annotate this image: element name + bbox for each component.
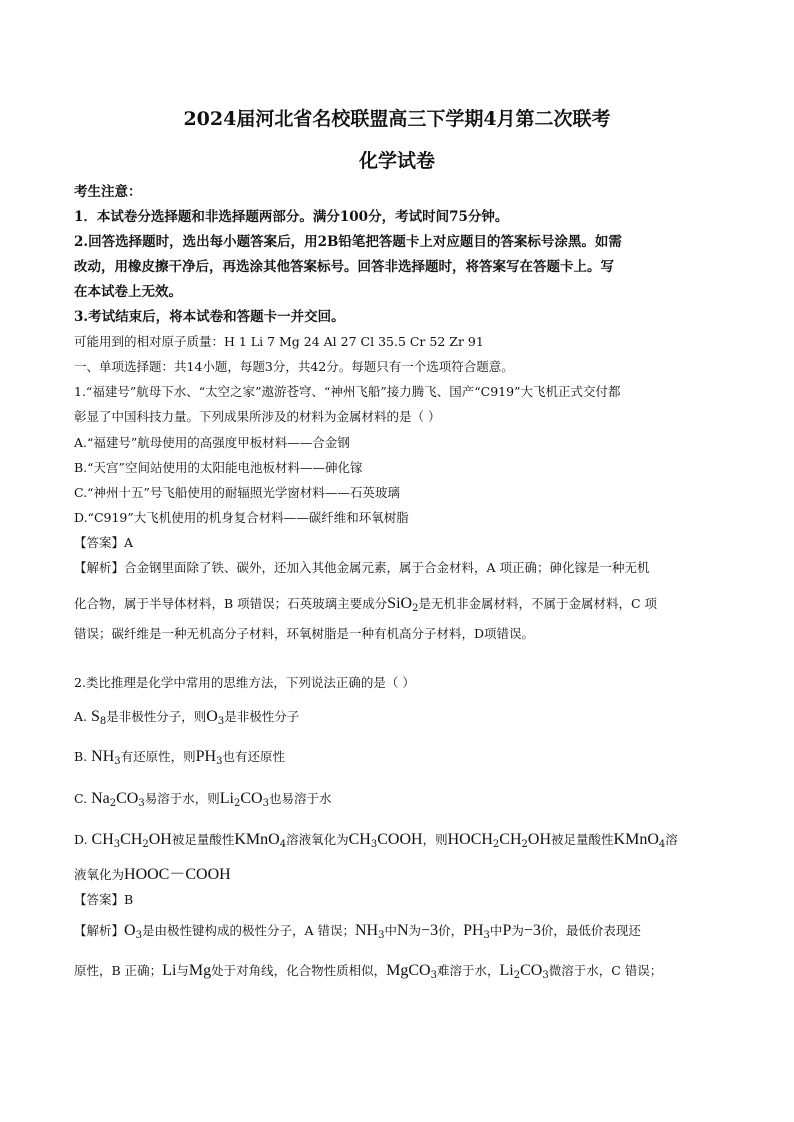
q2-answer: 【答案】B [74, 892, 134, 907]
q1-explanation-line-2: 化合物，属于半导体材料，B 项错误；石英玻璃主要成分SiO$_2$是无机非金属材料，不属于金属材料，C 项 [74, 595, 657, 614]
q1-explanation-line-3: 错误；碳纤维是一种无机高分子材料，环氧树脂是一种有机高分子材料，D项错误。 [74, 626, 535, 641]
notice-item-3: 3.考试结束后，将本试卷和答题卡一并交回。 [74, 309, 345, 325]
q1-stem-line-1: 1.“福建号”航母下水、“太空之家”遨游苍穹、“神州飞船”接力腾飞、国产“C919”大飞机正式交付都 [74, 384, 621, 399]
notice-item-2-line-1: 2.回答选择题时，选出每小题答案后，用2B铅笔把答题卡上对应题目的答案标号涂黑。如需 [74, 234, 622, 250]
q1-option-c: C.“神州十五”号飞船使用的耐辐照光学窗材料——石英玻璃 [74, 485, 400, 500]
notice-item-1: 1．本试卷分选择题和非选择题两部分。满分100分，考试时间75分钟。 [74, 209, 509, 225]
q1-option-a: A.“福建号”航母使用的高强度甲板材料——合金钢 [74, 435, 350, 450]
notice-item-2-line-3: 在本试卷上无效。 [74, 284, 182, 300]
q2-option-a: A. $S_8$是非极性分子，则$O_3$是非极性分子 [74, 708, 300, 727]
q2-option-d-line-2: 液氧化为HOOC－COOH [74, 866, 231, 883]
q1-option-d: D.“C919”大飞机使用的机身复合材料——碳纤维和环氧树脂 [74, 510, 409, 525]
q2-explanation-line-1: 【解析】$O_3$是由极性键构成的极性分子，A 错误；$NH_3$中N为−3价，$PH_3$中P为−3价，最低价表现还 [74, 922, 641, 941]
q1-explanation-line-1: 【解析】合金钢里面除了铁、碳外，还加入其他金属元素，属于合金材料，A 项正确；砷化镓是一种无机 [74, 560, 650, 575]
q1-stem-line-2: 彰显了中国科技力量。下列成果所涉及的材料为金属材料的是（ ） [74, 409, 441, 424]
q2-option-d-line-1: D. $CH_3CH_2OH$被足量酸性KMnO$_4$溶液氧化为$CH_3COOH$，则$HOCH_2CH_2OH$被足量酸性KMnO$_4$溶 [74, 831, 678, 850]
q2-stem: 2.类比推理是化学中常用的思维方法，下列说法正确的是（ ） [74, 675, 415, 690]
q2-option-c: C. $Na_2CO_3$易溶于水，则$Li_2CO_3$也易溶于水 [74, 790, 332, 809]
q2-explanation-line-2: 原性，B 正确；Li与Mg处于对角线，化合物性质相似，MgCO$_3$难溶于水，$Li_2CO_3$微溶于水，C 错误； [74, 962, 663, 981]
exam-title: 2024届河北省名校联盟高三下学期4月第二次联考 [183, 108, 611, 130]
q1-answer: 【答案】A [74, 535, 134, 550]
exam-subtitle: 化学试卷 [358, 150, 435, 172]
atomic-masses: 可能用到的相对原子质量：H 1 Li 7 Mg 24 Al 27 Cl 35.5 Cr 52 Zr 91 [74, 334, 484, 349]
q2-option-b: B. $NH_3$有还原性，则$PH_3$也有还原性 [74, 748, 285, 767]
q1-option-b: B.“天宫”空间站使用的太阳能电池板材料——砷化镓 [74, 460, 363, 475]
notice-heading: 考生注意： [74, 184, 142, 200]
notice-item-2-line-2: 改动，用橡皮擦干净后，再选涂其他答案标号。回答非选择题时，将答案写在答题卡上。写 [74, 259, 614, 275]
section-heading: 一、单项选择题：共14小题，每题3分，共42分。每题只有一个选项符合题意。 [74, 359, 514, 374]
